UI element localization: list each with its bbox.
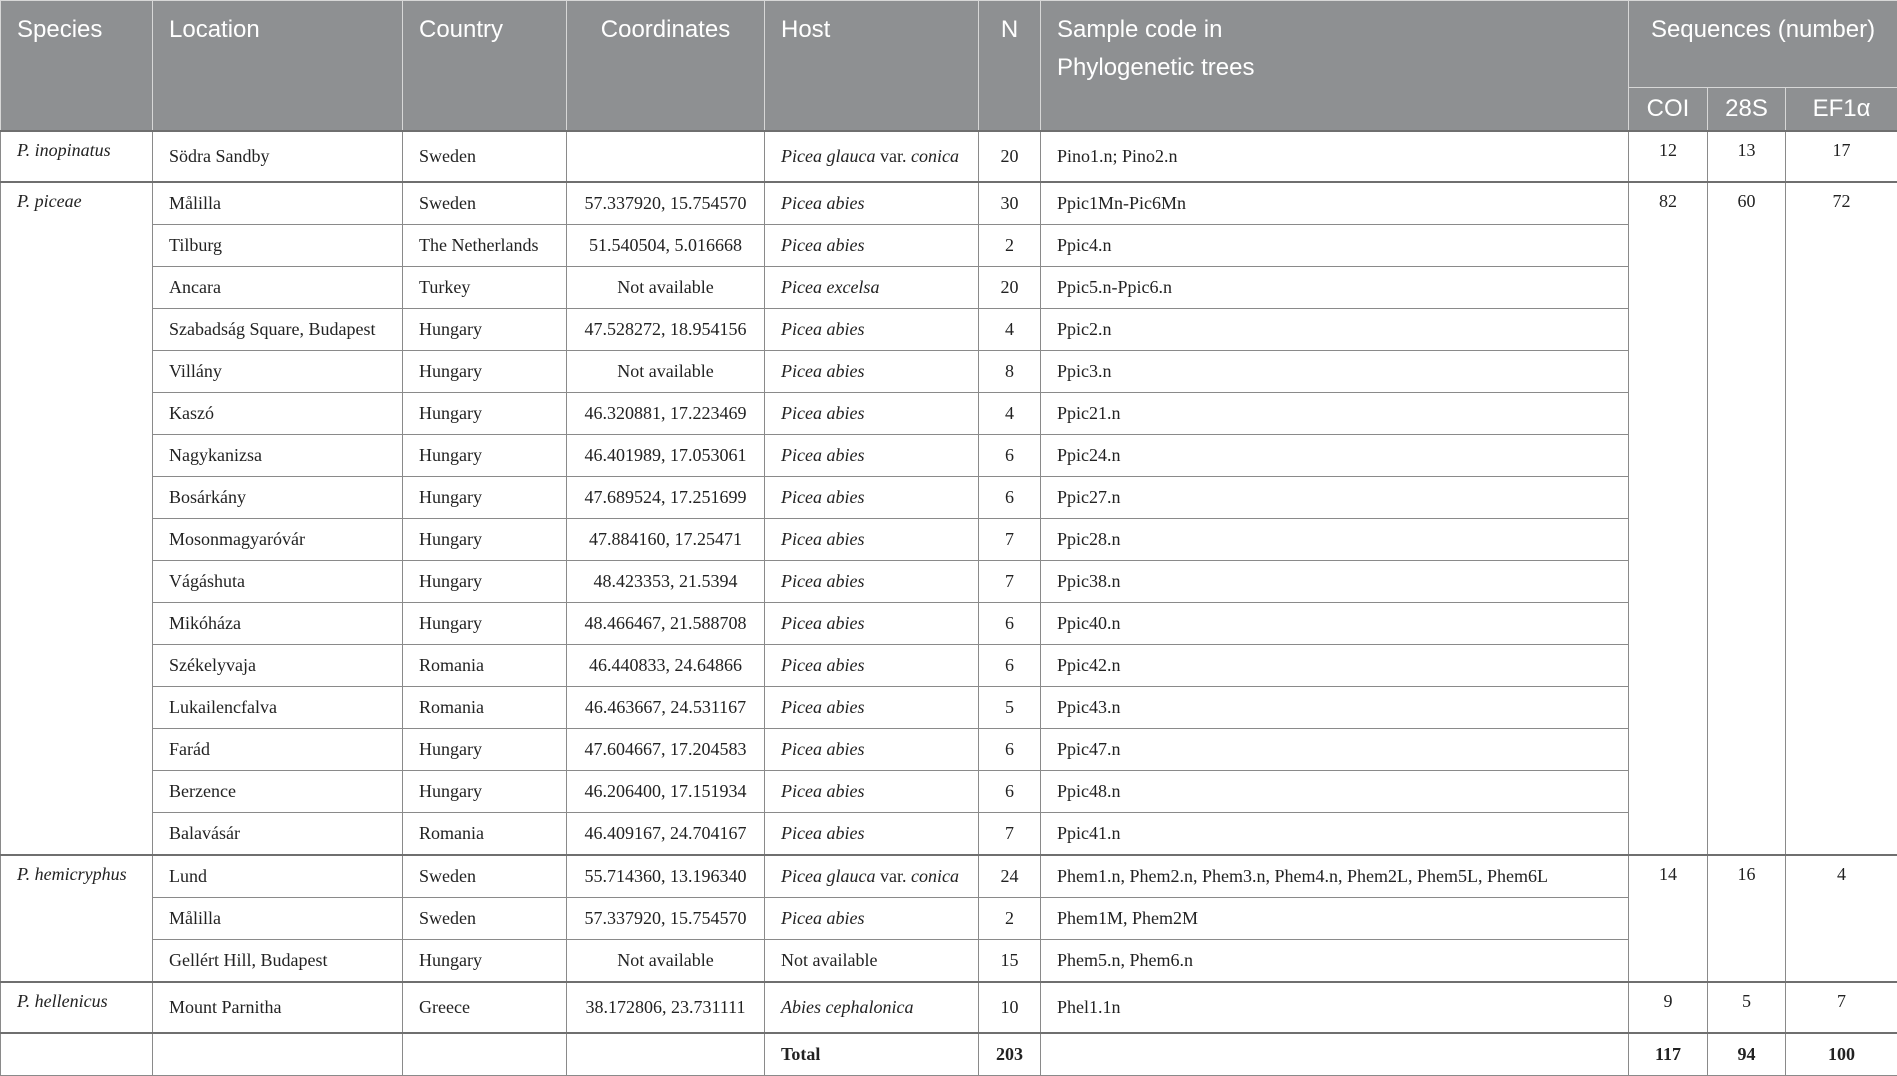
header-country: Country xyxy=(403,1,567,132)
host-name: Picea abies xyxy=(781,613,864,633)
sample-code-cell: Ppic28.n xyxy=(1041,519,1629,561)
coordinates-cell: 48.423353, 21.5394 xyxy=(567,561,765,603)
host-cell xyxy=(765,855,979,898)
country-cell: Romania xyxy=(403,813,567,856)
host-name: Picea excelsa xyxy=(781,277,879,297)
empty-cell xyxy=(403,1033,567,1076)
country-cell: Sweden xyxy=(403,855,567,898)
country-cell: Hungary xyxy=(403,477,567,519)
table-row xyxy=(1,561,1897,603)
table-row xyxy=(1,687,1897,729)
seq-s28-cell: 60 xyxy=(1708,182,1786,855)
n-cell: 4 xyxy=(979,309,1041,351)
sample-code-cell: Ppic3.n xyxy=(1041,351,1629,393)
header-sample-code xyxy=(1041,1,1629,132)
header-sequences: Sequences (number) xyxy=(1629,1,1897,88)
host-cell xyxy=(765,225,979,267)
coordinates-cell: 55.714360, 13.196340 xyxy=(567,855,765,898)
species-cell: P. piceae xyxy=(1,182,153,855)
table-row xyxy=(1,393,1897,435)
country-cell: Hungary xyxy=(403,435,567,477)
sample-code-cell: Ppic48.n xyxy=(1041,771,1629,813)
table-row xyxy=(1,131,1897,182)
n-cell: 8 xyxy=(979,351,1041,393)
seq-coi-cell: 12 xyxy=(1629,131,1708,182)
host-cell xyxy=(765,645,979,687)
empty-cell xyxy=(1,1033,153,1076)
host-name: Picea abies xyxy=(781,655,864,675)
host-name: Picea abies xyxy=(781,319,864,339)
host-var-label: var. xyxy=(875,866,911,886)
sample-code-cell: Ppic41.n xyxy=(1041,813,1629,856)
country-cell: Romania xyxy=(403,687,567,729)
total-n: 203 xyxy=(979,1033,1041,1076)
host-cell xyxy=(765,131,979,182)
table-row xyxy=(1,435,1897,477)
host-cell xyxy=(765,729,979,771)
table-row xyxy=(1,225,1897,267)
location-cell: Berzence xyxy=(153,771,403,813)
location-cell: Södra Sandby xyxy=(153,131,403,182)
coordinates-cell: Not available xyxy=(567,940,765,983)
sample-code-cell: Ppic40.n xyxy=(1041,603,1629,645)
host-cell xyxy=(765,603,979,645)
country-cell: Hungary xyxy=(403,603,567,645)
n-cell: 5 xyxy=(979,687,1041,729)
n-cell: 20 xyxy=(979,267,1041,309)
host-name: Picea abies xyxy=(781,697,864,717)
seq-s28-cell: 5 xyxy=(1708,982,1786,1033)
country-cell: Turkey xyxy=(403,267,567,309)
sample-code-cell: Ppic27.n xyxy=(1041,477,1629,519)
empty-cell xyxy=(567,1033,765,1076)
n-cell: 10 xyxy=(979,982,1041,1033)
host-name: Picea abies xyxy=(781,193,864,213)
empty-cell xyxy=(1041,1033,1629,1076)
header-species: Species xyxy=(1,1,153,132)
host-name: Picea abies xyxy=(781,781,864,801)
location-cell: Målilla xyxy=(153,898,403,940)
sample-code-cell: Phem1.n, Phem2.n, Phem3.n, Phem4.n, Phem2L, Phem5L, Phem6L xyxy=(1041,855,1629,898)
location-cell: Ancara xyxy=(153,267,403,309)
n-cell: 6 xyxy=(979,435,1041,477)
coordinates-cell: 46.409167, 24.704167 xyxy=(567,813,765,856)
country-cell: Hungary xyxy=(403,393,567,435)
species-cell: P. inopinatus xyxy=(1,131,153,182)
host-name: Picea glauca xyxy=(781,146,875,166)
table-row xyxy=(1,771,1897,813)
host-name: Picea abies xyxy=(781,739,864,759)
host-name: Not available xyxy=(781,950,877,970)
location-cell: Målilla xyxy=(153,182,403,225)
table-row xyxy=(1,519,1897,561)
host-variety: conica xyxy=(911,146,959,166)
host-cell xyxy=(765,813,979,856)
total-ef1a: 100 xyxy=(1786,1033,1897,1076)
seq-ef1a-cell: 72 xyxy=(1786,182,1897,855)
sample-code-cell: Ppic1Mn-Pic6Mn xyxy=(1041,182,1629,225)
sample-code-cell: Ppic2.n xyxy=(1041,309,1629,351)
n-cell: 30 xyxy=(979,182,1041,225)
table-row xyxy=(1,645,1897,687)
n-cell: 2 xyxy=(979,898,1041,940)
header-sample-code-label: Sample code in Phylogenetic trees xyxy=(1057,11,1287,87)
n-cell: 24 xyxy=(979,855,1041,898)
sample-code-cell: Ppic5.n-Ppic6.n xyxy=(1041,267,1629,309)
seq-s28-cell: 13 xyxy=(1708,131,1786,182)
coordinates-cell: 46.320881, 17.223469 xyxy=(567,393,765,435)
location-cell: Kaszó xyxy=(153,393,403,435)
total-row xyxy=(1,1033,1897,1076)
sample-code-cell: Ppic43.n xyxy=(1041,687,1629,729)
n-cell: 2 xyxy=(979,225,1041,267)
species-cell: P. hellenicus xyxy=(1,982,153,1033)
host-name: Picea abies xyxy=(781,361,864,381)
coordinates-cell: 47.604667, 17.204583 xyxy=(567,729,765,771)
seq-coi-cell: 82 xyxy=(1629,182,1708,855)
seq-ef1a-cell: 7 xyxy=(1786,982,1897,1033)
location-cell: Bosárkány xyxy=(153,477,403,519)
host-name: Picea glauca xyxy=(781,866,875,886)
table-row xyxy=(1,898,1897,940)
host-cell xyxy=(765,687,979,729)
table-row xyxy=(1,182,1897,225)
n-cell: 7 xyxy=(979,813,1041,856)
location-cell: Mount Parnitha xyxy=(153,982,403,1033)
n-cell: 15 xyxy=(979,940,1041,983)
location-cell: Tilburg xyxy=(153,225,403,267)
sample-code-cell: Phem1M, Phem2M xyxy=(1041,898,1629,940)
n-cell: 20 xyxy=(979,131,1041,182)
sample-code-cell: Phel1.1n xyxy=(1041,982,1629,1033)
seq-s28-cell: 16 xyxy=(1708,855,1786,982)
country-cell: The Netherlands xyxy=(403,225,567,267)
country-cell: Hungary xyxy=(403,519,567,561)
host-variety: conica xyxy=(911,866,959,886)
n-cell: 6 xyxy=(979,729,1041,771)
host-cell xyxy=(765,309,979,351)
n-cell: 7 xyxy=(979,519,1041,561)
sample-code-cell: Ppic38.n xyxy=(1041,561,1629,603)
table-row xyxy=(1,603,1897,645)
host-name: Picea abies xyxy=(781,823,864,843)
seq-coi-cell: 9 xyxy=(1629,982,1708,1033)
empty-cell xyxy=(153,1033,403,1076)
coordinates-cell: 47.884160, 17.25471 xyxy=(567,519,765,561)
host-cell xyxy=(765,351,979,393)
coordinates-cell: 46.206400, 17.151934 xyxy=(567,771,765,813)
host-cell xyxy=(765,435,979,477)
host-name: Picea abies xyxy=(781,908,864,928)
host-cell xyxy=(765,477,979,519)
coordinates-cell: 51.540504, 5.016668 xyxy=(567,225,765,267)
coordinates-cell: 48.466467, 21.588708 xyxy=(567,603,765,645)
host-cell xyxy=(765,393,979,435)
table-row xyxy=(1,813,1897,856)
coordinates-cell: Not available xyxy=(567,267,765,309)
coordinates-cell: 57.337920, 15.754570 xyxy=(567,182,765,225)
host-cell xyxy=(765,519,979,561)
host-name: Picea abies xyxy=(781,571,864,591)
table-row xyxy=(1,982,1897,1033)
host-name: Picea abies xyxy=(781,235,864,255)
coordinates-cell xyxy=(567,131,765,182)
location-cell: Gellért Hill, Budapest xyxy=(153,940,403,983)
location-cell: Lukailencfalva xyxy=(153,687,403,729)
table-row xyxy=(1,267,1897,309)
host-cell xyxy=(765,982,979,1033)
header-n: N xyxy=(979,1,1041,132)
coordinates-cell: 46.440833, 24.64866 xyxy=(567,645,765,687)
sample-code-cell: Phem5.n, Phem6.n xyxy=(1041,940,1629,983)
coordinates-cell: 46.463667, 24.531167 xyxy=(567,687,765,729)
table-header xyxy=(1,1,1897,132)
coordinates-cell: 47.528272, 18.954156 xyxy=(567,309,765,351)
country-cell: Sweden xyxy=(403,131,567,182)
header-28s: 28S xyxy=(1708,88,1786,132)
location-cell: Székelyvaja xyxy=(153,645,403,687)
header-location: Location xyxy=(153,1,403,132)
table-row xyxy=(1,351,1897,393)
coordinates-cell: 38.172806, 23.731111 xyxy=(567,982,765,1033)
country-cell: Hungary xyxy=(403,771,567,813)
location-cell: Villány xyxy=(153,351,403,393)
sample-code-cell: Ppic21.n xyxy=(1041,393,1629,435)
coordinates-cell: 47.689524, 17.251699 xyxy=(567,477,765,519)
location-cell: Lund xyxy=(153,855,403,898)
n-cell: 4 xyxy=(979,393,1041,435)
country-cell: Hungary xyxy=(403,309,567,351)
location-cell: Nagykanizsa xyxy=(153,435,403,477)
location-cell: Szabadság Square, Budapest xyxy=(153,309,403,351)
sample-code-cell: Ppic47.n xyxy=(1041,729,1629,771)
country-cell: Romania xyxy=(403,645,567,687)
location-cell: Mosonmagyaróvár xyxy=(153,519,403,561)
n-cell: 6 xyxy=(979,771,1041,813)
host-var-label: var. xyxy=(875,146,911,166)
header-host: Host xyxy=(765,1,979,132)
table-body xyxy=(1,131,1897,1076)
country-cell: Sweden xyxy=(403,182,567,225)
sample-code-cell: Ppic4.n xyxy=(1041,225,1629,267)
location-cell: Vágáshuta xyxy=(153,561,403,603)
species-cell: P. hemicryphus xyxy=(1,855,153,982)
n-cell: 6 xyxy=(979,645,1041,687)
table-row xyxy=(1,477,1897,519)
host-cell xyxy=(765,561,979,603)
n-cell: 6 xyxy=(979,603,1041,645)
total-28s: 94 xyxy=(1708,1033,1786,1076)
table-row xyxy=(1,309,1897,351)
host-cell xyxy=(765,940,979,983)
host-name: Picea abies xyxy=(781,529,864,549)
country-cell: Hungary xyxy=(403,940,567,983)
total-label: Total xyxy=(765,1033,979,1076)
total-coi: 117 xyxy=(1629,1033,1708,1076)
host-cell xyxy=(765,267,979,309)
host-name: Picea abies xyxy=(781,403,864,423)
header-coordinates: Coordinates xyxy=(567,1,765,132)
sample-code-cell: Ppic42.n xyxy=(1041,645,1629,687)
country-cell: Greece xyxy=(403,982,567,1033)
seq-ef1a-cell: 4 xyxy=(1786,855,1897,982)
location-cell: Farád xyxy=(153,729,403,771)
host-cell xyxy=(765,182,979,225)
n-cell: 7 xyxy=(979,561,1041,603)
n-cell: 6 xyxy=(979,477,1041,519)
country-cell: Sweden xyxy=(403,898,567,940)
host-name: Picea abies xyxy=(781,487,864,507)
header-ef1a: EF1α xyxy=(1786,88,1897,132)
country-cell: Hungary xyxy=(403,729,567,771)
coordinates-cell: Not available xyxy=(567,351,765,393)
country-cell: Hungary xyxy=(403,351,567,393)
seq-ef1a-cell: 17 xyxy=(1786,131,1897,182)
coordinates-cell: 57.337920, 15.754570 xyxy=(567,898,765,940)
host-cell xyxy=(765,771,979,813)
country-cell: Hungary xyxy=(403,561,567,603)
header-coi: COI xyxy=(1629,88,1708,132)
location-cell: Mikóháza xyxy=(153,603,403,645)
host-name: Picea abies xyxy=(781,445,864,465)
table-row xyxy=(1,729,1897,771)
table-row xyxy=(1,855,1897,898)
host-cell xyxy=(765,898,979,940)
sample-code-cell: Ppic24.n xyxy=(1041,435,1629,477)
sample-code-cell: Pino1.n; Pino2.n xyxy=(1041,131,1629,182)
seq-coi-cell: 14 xyxy=(1629,855,1708,982)
location-cell: Balavásár xyxy=(153,813,403,856)
host-name: Abies cephalonica xyxy=(781,997,913,1017)
coordinates-cell: 46.401989, 17.053061 xyxy=(567,435,765,477)
table-row xyxy=(1,940,1897,983)
